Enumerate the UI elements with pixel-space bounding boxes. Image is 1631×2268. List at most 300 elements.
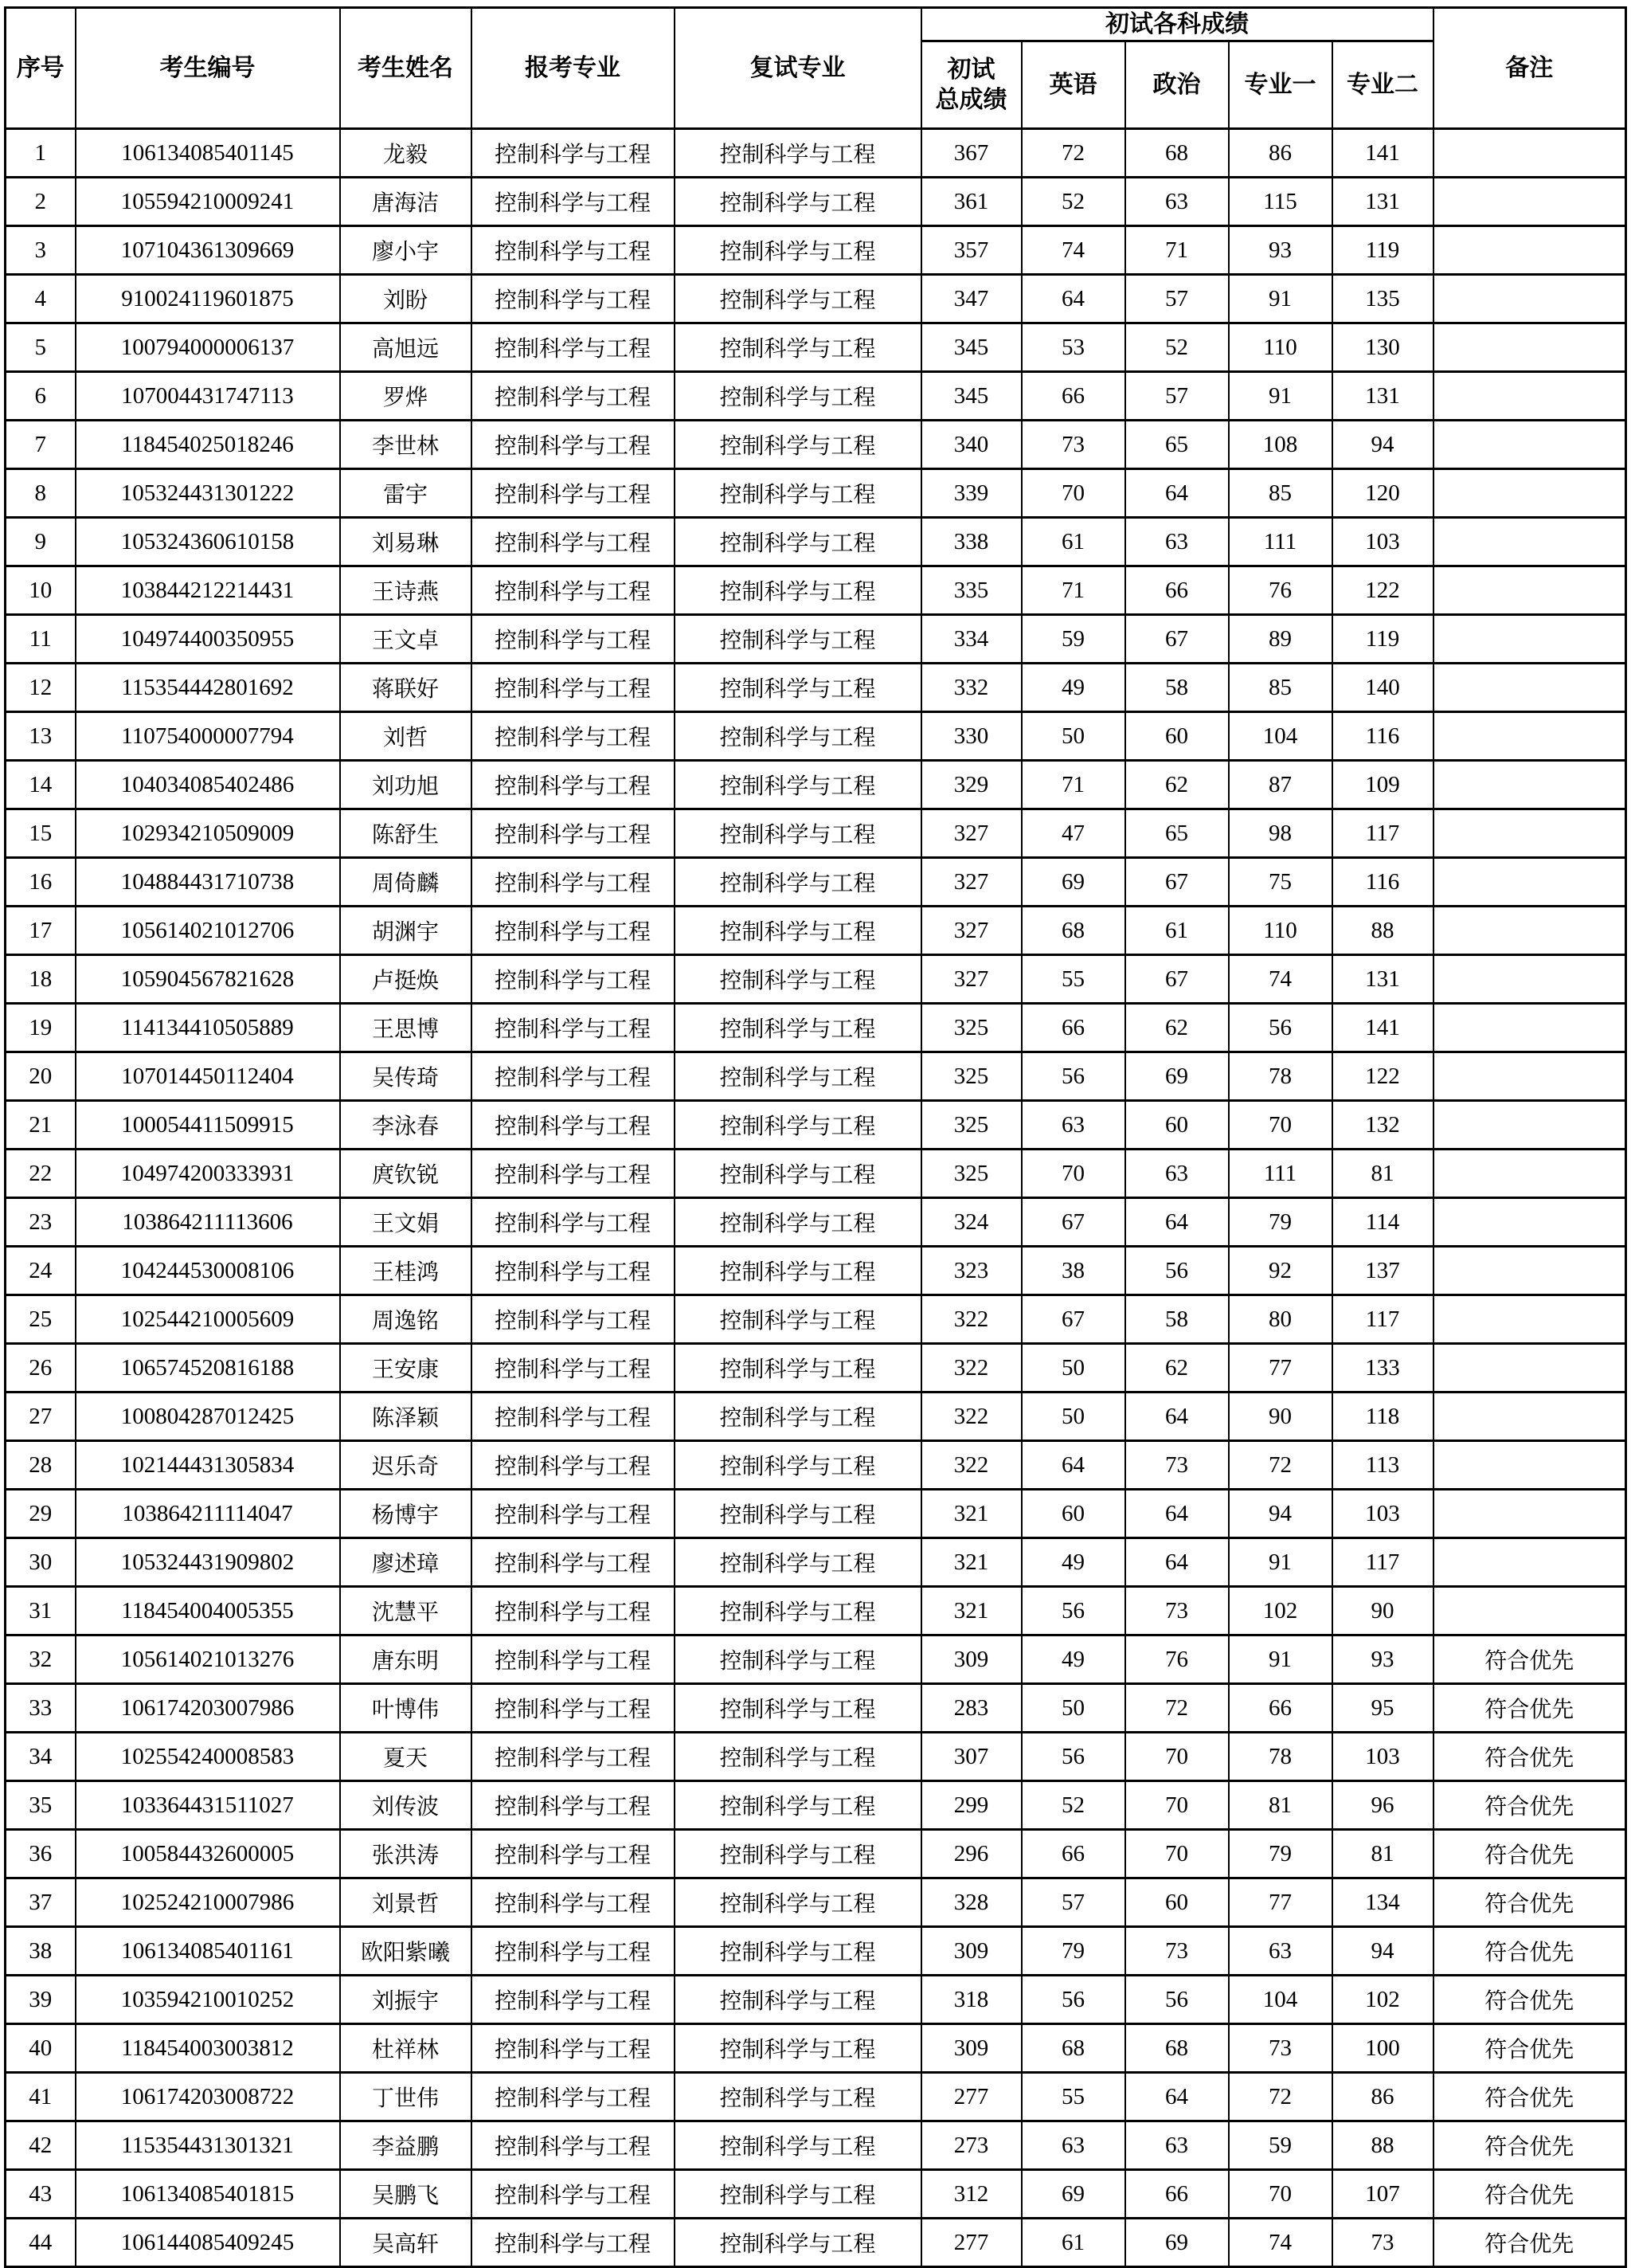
cell-retest-major: 控制科学与工程: [675, 1538, 921, 1587]
cell-retest-major: 控制科学与工程: [675, 2073, 921, 2121]
cell-major2-score: 131: [1332, 372, 1433, 421]
cell-candidate-name: 沈慧平: [340, 1587, 471, 1635]
cell-candidate-id: 107004431747113: [76, 372, 340, 421]
cell-major1-score: 87: [1229, 761, 1332, 809]
cell-politics-score: 64: [1125, 1393, 1229, 1441]
cell-major1-score: 79: [1229, 1198, 1332, 1247]
cell-seq: 5: [6, 323, 76, 372]
cell-english-score: 70: [1022, 1150, 1125, 1198]
col-header-total-line2: 总成绩: [935, 86, 1007, 113]
table-header: [6, 8, 1626, 129]
cell-total-score: 332: [921, 664, 1022, 712]
cell-politics-score: 58: [1125, 664, 1229, 712]
table-row: [6, 518, 1626, 566]
cell-seq: 44: [6, 2219, 76, 2267]
cell-applied-major: 控制科学与工程: [471, 178, 675, 226]
cell-major1-score: 89: [1229, 615, 1332, 664]
col-header-total-line1: 初试: [947, 57, 995, 83]
cell-total-score: 327: [921, 907, 1022, 955]
cell-major1-score: 91: [1229, 1538, 1332, 1587]
cell-seq: 43: [6, 2170, 76, 2219]
cell-seq: 8: [6, 469, 76, 518]
table-row: [6, 858, 1626, 907]
cell-politics-score: 63: [1125, 178, 1229, 226]
cell-major2-score: 132: [1332, 1101, 1433, 1150]
cell-candidate-name: 唐海洁: [340, 178, 471, 226]
table-body: [6, 129, 1626, 2267]
cell-total-score: 340: [921, 421, 1022, 469]
cell-seq: 18: [6, 955, 76, 1004]
cell-total-score: 325: [921, 1150, 1022, 1198]
cell-applied-major: 控制科学与工程: [471, 1684, 675, 1733]
cell-total-score: 335: [921, 566, 1022, 615]
cell-major2-score: 88: [1332, 907, 1433, 955]
cell-english-score: 68: [1022, 907, 1125, 955]
cell-candidate-name: 杨博宇: [340, 1490, 471, 1538]
cell-total-score: 345: [921, 372, 1022, 421]
cell-english-score: 66: [1022, 372, 1125, 421]
table-row: [6, 1150, 1626, 1198]
cell-retest-major: 控制科学与工程: [675, 1635, 921, 1684]
cell-seq: 7: [6, 421, 76, 469]
cell-english-score: 69: [1022, 2170, 1125, 2219]
table-row: [6, 2024, 1626, 2073]
cell-major2-score: 102: [1332, 1976, 1433, 2024]
cell-candidate-id: 105324360610158: [76, 518, 340, 566]
cell-remark: 符合优先: [1433, 1927, 1626, 1976]
cell-politics-score: 64: [1125, 1538, 1229, 1587]
cell-english-score: 70: [1022, 469, 1125, 518]
cell-candidate-id: 106574520816188: [76, 1344, 340, 1393]
cell-seq: 22: [6, 1150, 76, 1198]
cell-candidate-name: 王思博: [340, 1004, 471, 1052]
cell-remark: [1433, 226, 1626, 275]
cell-total-score: 296: [921, 1830, 1022, 1878]
cell-english-score: 56: [1022, 1052, 1125, 1101]
cell-major1-score: 59: [1229, 2121, 1332, 2170]
cell-retest-major: 控制科学与工程: [675, 1976, 921, 2024]
cell-seq: 33: [6, 1684, 76, 1733]
cell-total-score: 322: [921, 1441, 1022, 1490]
cell-remark: [1433, 1344, 1626, 1393]
cell-applied-major: 控制科学与工程: [471, 664, 675, 712]
cell-seq: 11: [6, 615, 76, 664]
cell-major2-score: 116: [1332, 858, 1433, 907]
table-row: [6, 421, 1626, 469]
cell-candidate-name: 刘振宇: [340, 1976, 471, 2024]
col-header-candidate-name: 考生姓名: [340, 8, 471, 129]
cell-candidate-name: 刘传波: [340, 1781, 471, 1830]
cell-remark: [1433, 1393, 1626, 1441]
cell-english-score: 57: [1022, 1878, 1125, 1927]
cell-retest-major: 控制科学与工程: [675, 1587, 921, 1635]
cell-seq: 25: [6, 1295, 76, 1344]
cell-applied-major: 控制科学与工程: [471, 129, 675, 178]
cell-candidate-id: 114134410505889: [76, 1004, 340, 1052]
cell-applied-major: 控制科学与工程: [471, 1927, 675, 1976]
cell-politics-score: 69: [1125, 2219, 1229, 2267]
cell-candidate-name: 周逸铭: [340, 1295, 471, 1344]
cell-english-score: 49: [1022, 1635, 1125, 1684]
cell-major2-score: 122: [1332, 1052, 1433, 1101]
cell-remark: 符合优先: [1433, 2121, 1626, 2170]
cell-major1-score: 85: [1229, 664, 1332, 712]
cell-remark: [1433, 761, 1626, 809]
cell-candidate-id: 106174203008722: [76, 2073, 340, 2121]
cell-retest-major: 控制科学与工程: [675, 1004, 921, 1052]
table-row: [6, 955, 1626, 1004]
cell-candidate-name: 吴传琦: [340, 1052, 471, 1101]
cell-politics-score: 65: [1125, 809, 1229, 858]
cell-retest-major: 控制科学与工程: [675, 1247, 921, 1295]
cell-politics-score: 63: [1125, 518, 1229, 566]
cell-total-score: 328: [921, 1878, 1022, 1927]
cell-major2-score: 140: [1332, 664, 1433, 712]
cell-candidate-name: 王诗燕: [340, 566, 471, 615]
cell-major1-score: 77: [1229, 1878, 1332, 1927]
cell-retest-major: 控制科学与工程: [675, 1150, 921, 1198]
cell-major1-score: 70: [1229, 1101, 1332, 1150]
cell-total-score: 283: [921, 1684, 1022, 1733]
cell-major1-score: 77: [1229, 1344, 1332, 1393]
cell-seq: 38: [6, 1927, 76, 1976]
cell-candidate-name: 刘哲: [340, 712, 471, 761]
cell-candidate-id: 107014450112404: [76, 1052, 340, 1101]
cell-candidate-id: 118454003003812: [76, 2024, 340, 2073]
col-header-major2: 专业二: [1332, 41, 1433, 129]
cell-major2-score: 131: [1332, 955, 1433, 1004]
cell-english-score: 50: [1022, 1393, 1125, 1441]
cell-english-score: 64: [1022, 1441, 1125, 1490]
cell-seq: 32: [6, 1635, 76, 1684]
table-row: [6, 1490, 1626, 1538]
cell-politics-score: 57: [1125, 372, 1229, 421]
cell-english-score: 50: [1022, 1684, 1125, 1733]
cell-major1-score: 115: [1229, 178, 1332, 226]
cell-candidate-name: 李益鹏: [340, 2121, 471, 2170]
cell-politics-score: 58: [1125, 1295, 1229, 1344]
cell-candidate-name: 廖述璋: [340, 1538, 471, 1587]
col-header-retest-major: 复试专业: [675, 8, 921, 129]
cell-applied-major: 控制科学与工程: [471, 1004, 675, 1052]
table-row: [6, 566, 1626, 615]
cell-remark: 符合优先: [1433, 1635, 1626, 1684]
cell-seq: 36: [6, 1830, 76, 1878]
cell-remark: 符合优先: [1433, 2073, 1626, 2121]
cell-major1-score: 104: [1229, 1976, 1332, 2024]
cell-retest-major: 控制科学与工程: [675, 1684, 921, 1733]
cell-politics-score: 70: [1125, 1781, 1229, 1830]
cell-politics-score: 64: [1125, 469, 1229, 518]
cell-candidate-name: 吴鹏飞: [340, 2170, 471, 2219]
cell-english-score: 68: [1022, 2024, 1125, 2073]
cell-remark: [1433, 1441, 1626, 1490]
cell-english-score: 56: [1022, 1587, 1125, 1635]
cell-english-score: 64: [1022, 275, 1125, 323]
cell-major2-score: 119: [1332, 226, 1433, 275]
cell-major1-score: 104: [1229, 712, 1332, 761]
cell-english-score: 52: [1022, 178, 1125, 226]
cell-candidate-id: 105324431909802: [76, 1538, 340, 1587]
cell-applied-major: 控制科学与工程: [471, 1344, 675, 1393]
cell-applied-major: 控制科学与工程: [471, 1733, 675, 1781]
cell-applied-major: 控制科学与工程: [471, 323, 675, 372]
cell-candidate-name: 蒋联好: [340, 664, 471, 712]
cell-major1-score: 111: [1229, 1150, 1332, 1198]
cell-politics-score: 56: [1125, 1976, 1229, 2024]
cell-politics-score: 64: [1125, 1198, 1229, 1247]
table-row: [6, 1781, 1626, 1830]
cell-remark: [1433, 1295, 1626, 1344]
cell-major1-score: 79: [1229, 1830, 1332, 1878]
cell-major1-score: 74: [1229, 2219, 1332, 2267]
cell-seq: 21: [6, 1101, 76, 1150]
col-header-politics: 政治: [1125, 41, 1229, 129]
cell-candidate-name: 雷宇: [340, 469, 471, 518]
cell-total-score: 321: [921, 1587, 1022, 1635]
cell-retest-major: 控制科学与工程: [675, 1441, 921, 1490]
cell-major1-score: 81: [1229, 1781, 1332, 1830]
cell-applied-major: 控制科学与工程: [471, 275, 675, 323]
cell-major2-score: 134: [1332, 1878, 1433, 1927]
cell-retest-major: 控制科学与工程: [675, 1927, 921, 1976]
cell-politics-score: 64: [1125, 1490, 1229, 1538]
col-header-english: 英语: [1022, 41, 1125, 129]
cell-seq: 42: [6, 2121, 76, 2170]
cell-remark: [1433, 1198, 1626, 1247]
cell-total-score: 338: [921, 518, 1022, 566]
cell-remark: [1433, 1101, 1626, 1150]
table-row: [6, 1878, 1626, 1927]
cell-candidate-id: 107104361309669: [76, 226, 340, 275]
cell-remark: [1433, 566, 1626, 615]
cell-candidate-name: 刘盼: [340, 275, 471, 323]
cell-total-score: 334: [921, 615, 1022, 664]
cell-remark: [1433, 955, 1626, 1004]
table-row: [6, 129, 1626, 178]
cell-applied-major: 控制科学与工程: [471, 1198, 675, 1247]
cell-major1-score: 70: [1229, 2170, 1332, 2219]
table-row: [6, 1344, 1626, 1393]
cell-remark: [1433, 712, 1626, 761]
cell-candidate-id: 106134085401161: [76, 1927, 340, 1976]
cell-major1-score: 102: [1229, 1587, 1332, 1635]
table-row: [6, 664, 1626, 712]
cell-major2-score: 94: [1332, 1927, 1433, 1976]
cell-candidate-id: 103364431511027: [76, 1781, 340, 1830]
cell-total-score: 321: [921, 1490, 1022, 1538]
cell-remark: 符合优先: [1433, 1684, 1626, 1733]
cell-candidate-name: 张洪涛: [340, 1830, 471, 1878]
cell-candidate-id: 103864211113606: [76, 1198, 340, 1247]
cell-applied-major: 控制科学与工程: [471, 761, 675, 809]
cell-total-score: 345: [921, 323, 1022, 372]
cell-total-score: 277: [921, 2219, 1022, 2267]
header-group-row: [6, 8, 1626, 41]
cell-major2-score: 116: [1332, 712, 1433, 761]
cell-politics-score: 57: [1125, 275, 1229, 323]
cell-applied-major: 控制科学与工程: [471, 1635, 675, 1684]
cell-candidate-id: 100054411509915: [76, 1101, 340, 1150]
cell-candidate-id: 115354431301321: [76, 2121, 340, 2170]
cell-politics-score: 63: [1125, 1150, 1229, 1198]
col-header-seq: 序号: [6, 8, 76, 129]
admission-score-table: [4, 6, 1627, 2268]
cell-retest-major: 控制科学与工程: [675, 566, 921, 615]
cell-english-score: 71: [1022, 566, 1125, 615]
table-row: [6, 2121, 1626, 2170]
cell-remark: [1433, 1150, 1626, 1198]
cell-retest-major: 控制科学与工程: [675, 1830, 921, 1878]
cell-applied-major: 控制科学与工程: [471, 566, 675, 615]
cell-total-score: 312: [921, 2170, 1022, 2219]
table-row: [6, 1198, 1626, 1247]
cell-seq: 15: [6, 809, 76, 858]
cell-retest-major: 控制科学与工程: [675, 1733, 921, 1781]
cell-politics-score: 69: [1125, 1052, 1229, 1101]
cell-applied-major: 控制科学与工程: [471, 2170, 675, 2219]
cell-major2-score: 113: [1332, 1441, 1433, 1490]
cell-english-score: 67: [1022, 1198, 1125, 1247]
cell-retest-major: 控制科学与工程: [675, 372, 921, 421]
cell-politics-score: 66: [1125, 2170, 1229, 2219]
cell-major2-score: 137: [1332, 1247, 1433, 1295]
cell-politics-score: 60: [1125, 1878, 1229, 1927]
cell-politics-score: 70: [1125, 1733, 1229, 1781]
cell-retest-major: 控制科学与工程: [675, 1878, 921, 1927]
cell-remark: [1433, 178, 1626, 226]
cell-politics-score: 56: [1125, 1247, 1229, 1295]
cell-applied-major: 控制科学与工程: [471, 1295, 675, 1344]
table-row: [6, 226, 1626, 275]
cell-total-score: 327: [921, 858, 1022, 907]
cell-retest-major: 控制科学与工程: [675, 1393, 921, 1441]
cell-retest-major: 控制科学与工程: [675, 323, 921, 372]
cell-applied-major: 控制科学与工程: [471, 1830, 675, 1878]
cell-retest-major: 控制科学与工程: [675, 712, 921, 761]
cell-english-score: 49: [1022, 664, 1125, 712]
cell-major1-score: 78: [1229, 1052, 1332, 1101]
cell-remark: [1433, 858, 1626, 907]
cell-candidate-name: 王文娟: [340, 1198, 471, 1247]
table-row: [6, 1927, 1626, 1976]
cell-english-score: 50: [1022, 712, 1125, 761]
cell-major2-score: 103: [1332, 1490, 1433, 1538]
cell-major2-score: 131: [1332, 178, 1433, 226]
cell-major2-score: 118: [1332, 1393, 1433, 1441]
table-row: [6, 1295, 1626, 1344]
cell-candidate-id: 100804287012425: [76, 1393, 340, 1441]
cell-candidate-name: 李泳春: [340, 1101, 471, 1150]
cell-total-score: 327: [921, 955, 1022, 1004]
cell-seq: 20: [6, 1052, 76, 1101]
cell-major1-score: 91: [1229, 1635, 1332, 1684]
cell-total-score: 325: [921, 1101, 1022, 1150]
cell-candidate-name: 罗烨: [340, 372, 471, 421]
cell-politics-score: 60: [1125, 712, 1229, 761]
cell-politics-score: 70: [1125, 1830, 1229, 1878]
cell-major1-score: 108: [1229, 421, 1332, 469]
cell-major2-score: 130: [1332, 323, 1433, 372]
cell-candidate-id: 104974400350955: [76, 615, 340, 664]
cell-retest-major: 控制科学与工程: [675, 1490, 921, 1538]
cell-english-score: 59: [1022, 615, 1125, 664]
cell-major1-score: 94: [1229, 1490, 1332, 1538]
cell-english-score: 67: [1022, 1295, 1125, 1344]
cell-total-score: 299: [921, 1781, 1022, 1830]
cell-remark: [1433, 664, 1626, 712]
cell-candidate-id: 105614021012706: [76, 907, 340, 955]
cell-major1-score: 98: [1229, 809, 1332, 858]
cell-major2-score: 109: [1332, 761, 1433, 809]
cell-politics-score: 73: [1125, 1927, 1229, 1976]
cell-seq: 31: [6, 1587, 76, 1635]
cell-candidate-name: 高旭远: [340, 323, 471, 372]
cell-candidate-id: 110754000007794: [76, 712, 340, 761]
cell-major1-score: 73: [1229, 2024, 1332, 2073]
cell-politics-score: 67: [1125, 858, 1229, 907]
cell-candidate-id: 106134085401815: [76, 2170, 340, 2219]
cell-english-score: 63: [1022, 2121, 1125, 2170]
cell-applied-major: 控制科学与工程: [471, 1976, 675, 2024]
cell-applied-major: 控制科学与工程: [471, 1052, 675, 1101]
cell-major1-score: 63: [1229, 1927, 1332, 1976]
table-row: [6, 712, 1626, 761]
cell-major2-score: 119: [1332, 615, 1433, 664]
cell-total-score: 323: [921, 1247, 1022, 1295]
cell-candidate-name: 刘景哲: [340, 1878, 471, 1927]
cell-major2-score: 88: [1332, 2121, 1433, 2170]
cell-english-score: 56: [1022, 1733, 1125, 1781]
cell-retest-major: 控制科学与工程: [675, 615, 921, 664]
cell-candidate-name: 迟乐奇: [340, 1441, 471, 1490]
cell-candidate-name: 陈泽颖: [340, 1393, 471, 1441]
cell-seq: 19: [6, 1004, 76, 1052]
cell-candidate-id: 910024119601875: [76, 275, 340, 323]
cell-applied-major: 控制科学与工程: [471, 469, 675, 518]
cell-seq: 24: [6, 1247, 76, 1295]
cell-seq: 34: [6, 1733, 76, 1781]
cell-total-score: 347: [921, 275, 1022, 323]
cell-politics-score: 67: [1125, 615, 1229, 664]
cell-retest-major: 控制科学与工程: [675, 1198, 921, 1247]
cell-seq: 26: [6, 1344, 76, 1393]
table-row: [6, 1733, 1626, 1781]
cell-retest-major: 控制科学与工程: [675, 421, 921, 469]
cell-english-score: 71: [1022, 761, 1125, 809]
cell-english-score: 63: [1022, 1101, 1125, 1150]
cell-candidate-name: 卢挺焕: [340, 955, 471, 1004]
cell-seq: 27: [6, 1393, 76, 1441]
cell-seq: 37: [6, 1878, 76, 1927]
cell-candidate-name: 龙毅: [340, 129, 471, 178]
cell-seq: 30: [6, 1538, 76, 1587]
col-header-scores-group: 初试各科成绩: [921, 8, 1433, 41]
cell-politics-score: 72: [1125, 1684, 1229, 1733]
cell-applied-major: 控制科学与工程: [471, 2219, 675, 2267]
cell-candidate-id: 104974200333931: [76, 1150, 340, 1198]
cell-candidate-id: 106134085401145: [76, 129, 340, 178]
cell-remark: 符合优先: [1433, 1733, 1626, 1781]
cell-major1-score: 91: [1229, 275, 1332, 323]
cell-remark: 符合优先: [1433, 1878, 1626, 1927]
cell-total-score: 325: [921, 1052, 1022, 1101]
cell-candidate-name: 王文卓: [340, 615, 471, 664]
cell-remark: [1433, 1587, 1626, 1635]
col-header-remark: 备注: [1433, 8, 1626, 129]
cell-major2-score: 107: [1332, 2170, 1433, 2219]
table-row: [6, 1393, 1626, 1441]
